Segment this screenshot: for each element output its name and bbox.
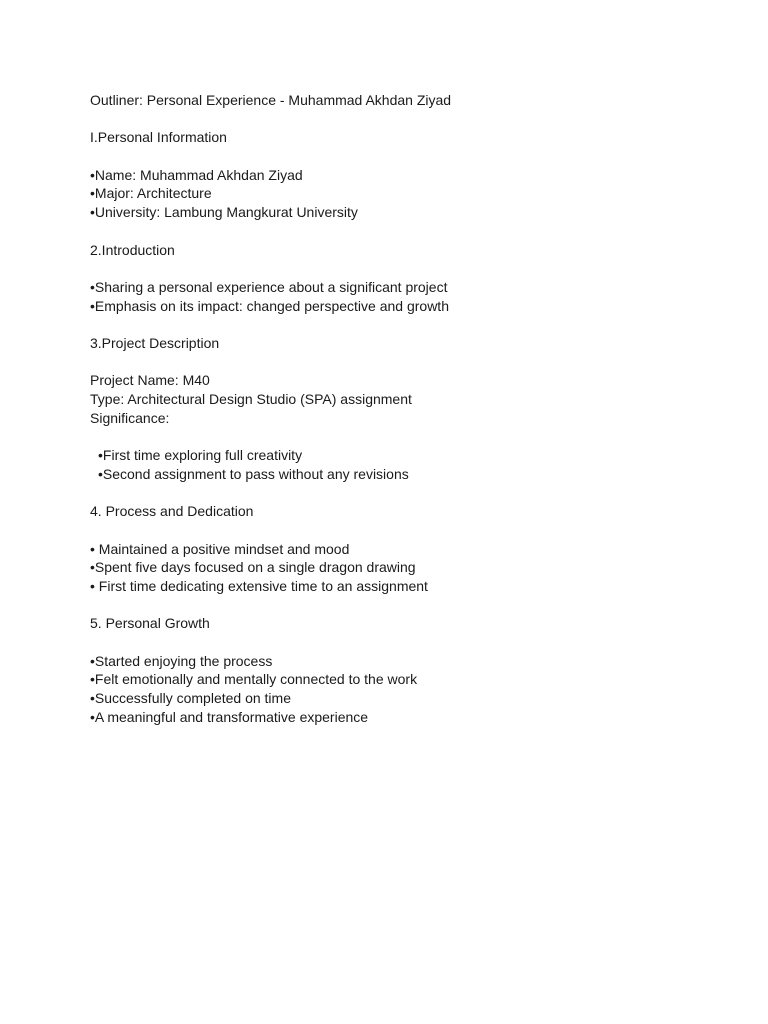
spacer [90, 110, 730, 129]
document-title: Outliner: Personal Experience - Muhammad Akhdan Ziyad [90, 92, 452, 108]
document-body [90, 91, 730, 726]
spacer [90, 633, 730, 652]
list-item: •Emphasis on its impact: changed perspective and growth [90, 297, 449, 314]
list-item: •Felt emotionally and mentally connected to the work [90, 671, 418, 688]
section-heading-introduction: 2.Introduction [90, 241, 175, 258]
spacer [90, 147, 730, 166]
list-item: •First time exploring full creativity [98, 447, 303, 464]
spacer [90, 222, 730, 241]
list-item: •Major: Architecture [90, 185, 212, 202]
spacer [90, 315, 730, 334]
significance-label: Significance: [90, 409, 170, 426]
spacer [90, 427, 730, 446]
list-item: •Sharing a personal experience about a significant project [90, 278, 448, 295]
section-heading-personal-growth: 5. Personal Growth [90, 615, 210, 632]
section-heading-process-and-dedication: 4. Process and Dedication [90, 503, 254, 520]
list-item: • Maintained a positive mindset and mood [90, 540, 350, 557]
project-type: Type: Architectural Design Studio (SPA) assignment [90, 391, 412, 407]
spacer [90, 521, 730, 540]
spacer [90, 596, 730, 615]
spacer [90, 259, 730, 278]
list-item: •Started enjoying the process [90, 652, 273, 669]
list-item: •University: Lambung Mangkurat University [90, 204, 358, 221]
list-item: • First time dedicating extensive time to an assignment [90, 577, 428, 594]
section-heading-project-description: 3.Project Description [90, 334, 220, 351]
list-item: •A meaningful and transformative experience [90, 708, 369, 725]
project-name: Project Name: M40 [90, 372, 210, 389]
list-item: •Second assignment to pass without any revisions [98, 465, 409, 482]
spacer [90, 353, 730, 372]
section-heading-personal-information: I.Personal Information [90, 129, 227, 146]
list-item: •Spent five days focused on a single dragon drawing [90, 559, 416, 576]
list-item: •Successfully completed on time [90, 690, 291, 706]
list-item: •Name: Muhammad Akhdan Ziyad [90, 166, 303, 183]
spacer [90, 483, 730, 502]
